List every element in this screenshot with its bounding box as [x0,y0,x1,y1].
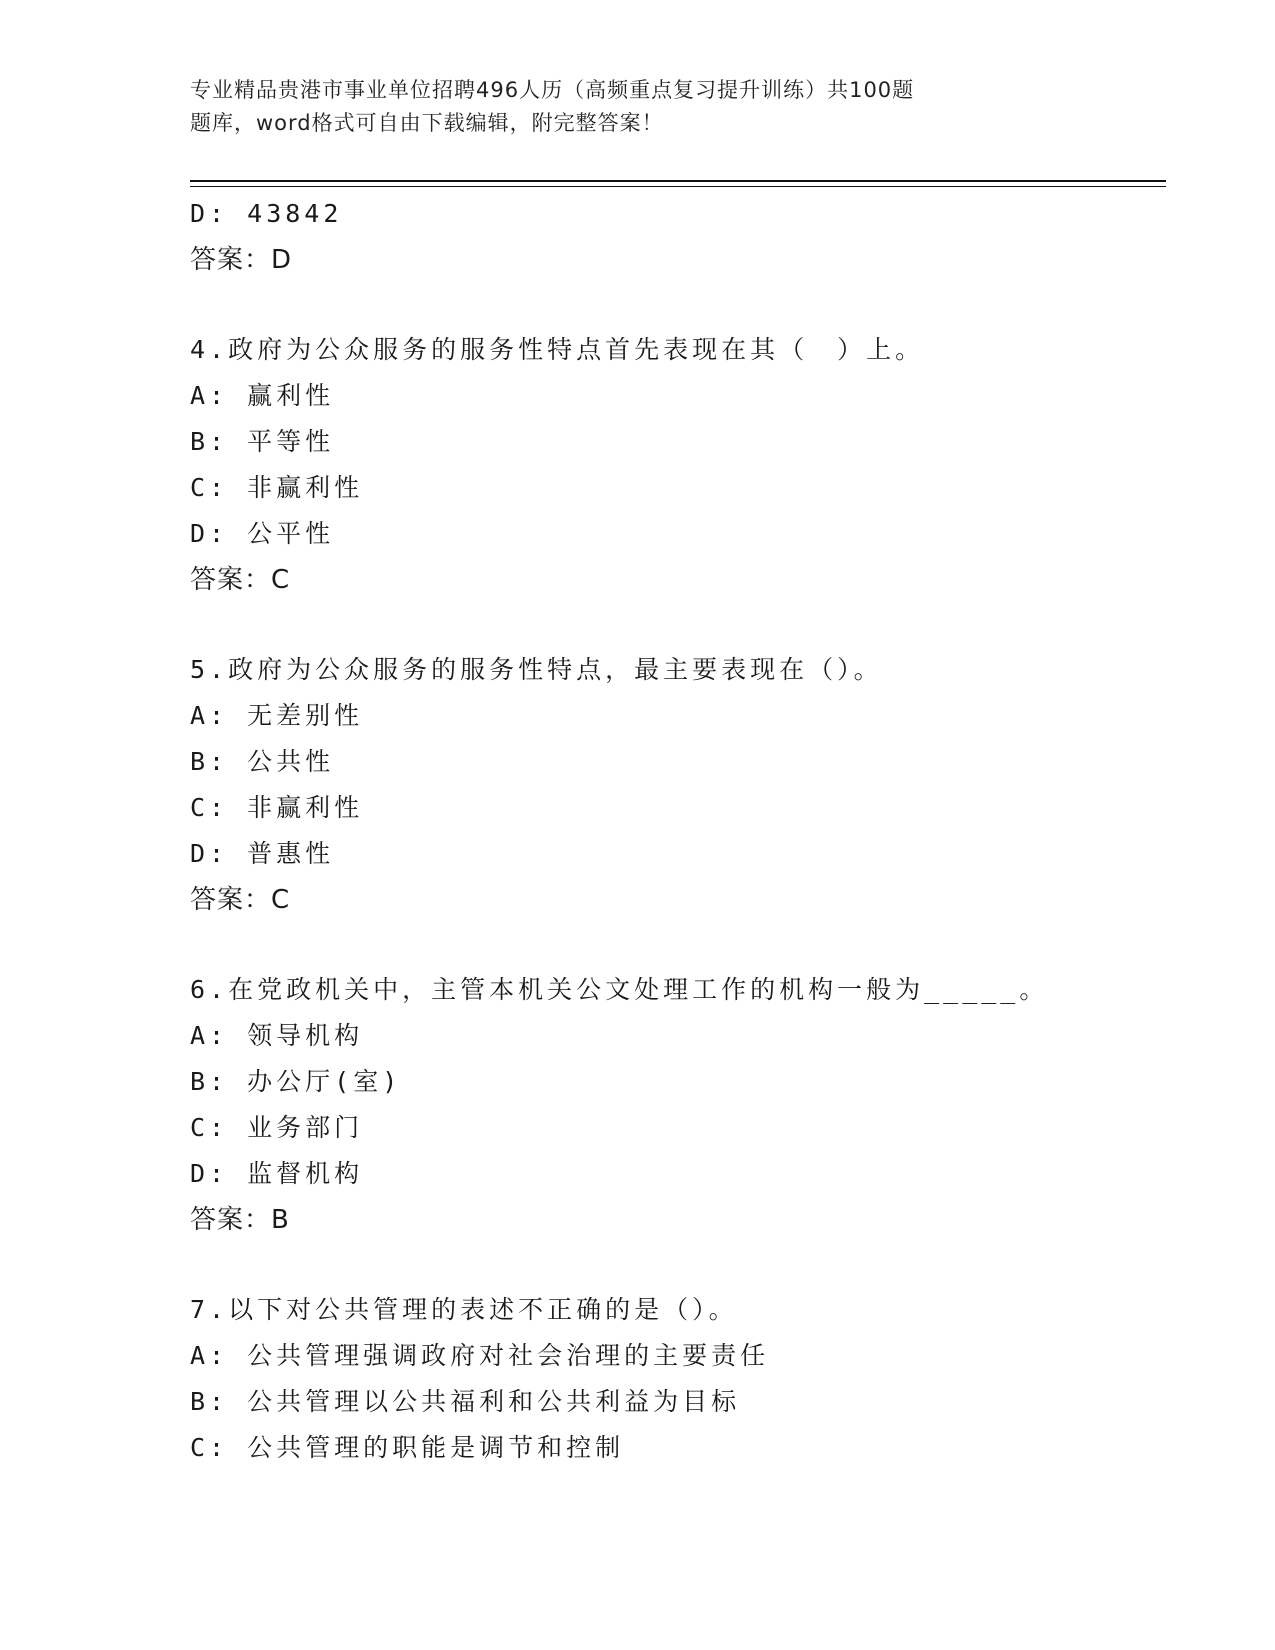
option-b: B: 平等性 [190,427,335,456]
spacer [190,603,1150,647]
header-line-2: 题库，word格式可自由下载编辑，附完整答案！ [190,111,664,135]
option-b: B: 公共性 [190,747,335,776]
option-d: D: 公平性 [190,519,335,548]
option-a: A: 领导机构 [190,1021,364,1050]
option-a: A: 无差别性 [190,701,364,730]
answer-line: 答案：B [190,1205,290,1235]
spacer [190,283,1150,327]
option-a: A: 赢利性 [190,381,335,410]
option-c: C: 非赢利性 [190,793,364,822]
header-line-1: 专业精品贵港市事业单位招聘496人历（高频重点复习提升训练）共100题 [190,78,915,102]
option-c: C: 业务部门 [190,1113,364,1142]
answer-line: 答案：D [190,245,293,275]
option-b: B: 公共管理以公共福利和公共利益为目标 [190,1387,741,1416]
header-divider-thick [190,180,1166,182]
option-d: D: 普惠性 [190,839,335,868]
option-c: C: 公共管理的职能是调节和控制 [190,1433,625,1462]
header-divider-thin [190,186,1166,187]
question-stem: 5.政府为公众服务的服务性特点，最主要表现在（）。 [190,655,883,684]
option-c: C: 非赢利性 [190,473,364,502]
spacer [190,923,1150,967]
spacer [190,1243,1150,1287]
question-stem: 4.政府为公众服务的服务性特点首先表现在其（ ）上。 [190,335,925,364]
answer-line: 答案：C [190,565,291,595]
question-block-prev [190,191,1150,283]
answer-line: 答案：C [190,885,291,915]
document-header [190,74,1050,140]
question-stem: 6.在党政机关中，主管本机关公文处理工作的机构一般为_____。 [190,975,1049,1004]
question-stem: 7.以下对公共管理的表述不正确的是（）。 [190,1295,738,1324]
option-b: B: 办公厅(室) [190,1067,402,1096]
option-d: D: 43842 [190,199,343,228]
question-block-7 [190,1287,1150,1471]
question-list [190,191,1150,1471]
option-d: D: 监督机构 [190,1159,364,1188]
option-a: A: 公共管理强调政府对社会治理的主要责任 [190,1341,770,1370]
question-block-4 [190,327,1150,603]
question-block-5 [190,647,1150,923]
question-block-6 [190,967,1150,1243]
